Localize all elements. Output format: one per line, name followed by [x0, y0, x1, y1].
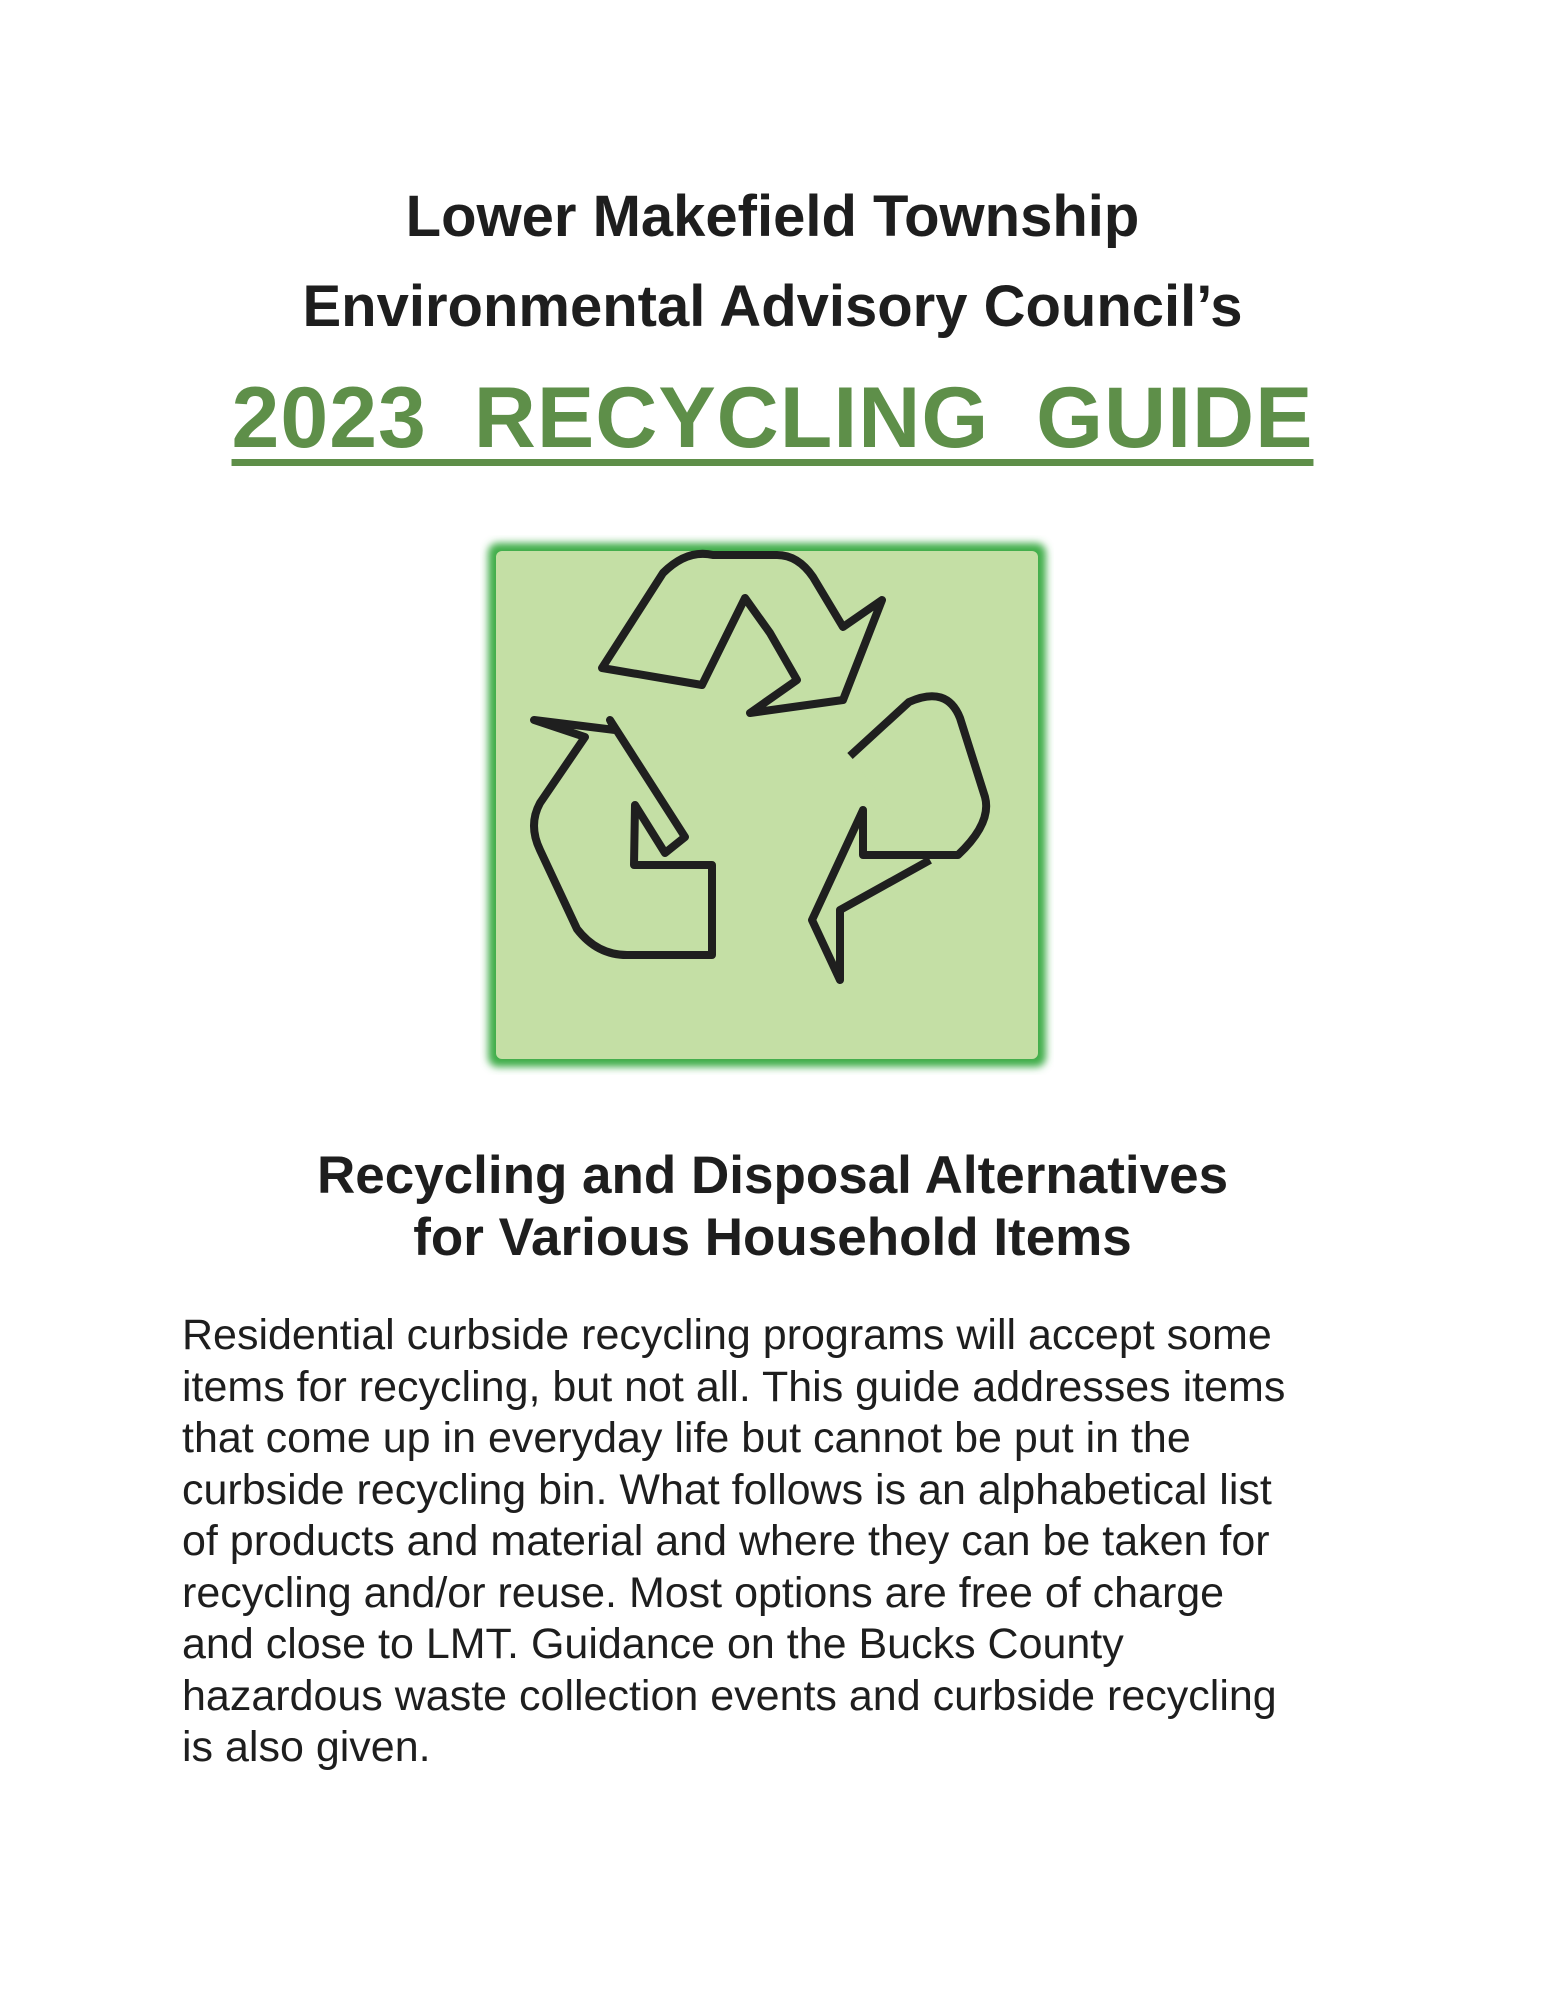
- intro-line: that come up in everyday life but cannot be put in the: [182, 1414, 1191, 1462]
- guide-title: [0, 368, 1545, 468]
- organization-title: Lower Makefield Township: [405, 184, 1140, 249]
- guide-title-text: 2023 RECYCLING GUIDE: [231, 370, 1314, 466]
- intro-line: Residential curbside recycling programs will accept some: [182, 1311, 1272, 1359]
- intro-line: curbside recycling bin. What follows is an alphabetical list: [182, 1465, 1272, 1514]
- subtitle-line-2: for Various Household Items: [413, 1208, 1132, 1267]
- council-title: Environmental Advisory Council’s: [302, 274, 1243, 339]
- intro-line: of products and material and where they can be taken for: [182, 1517, 1270, 1565]
- intro-line: hazardous waste collection events and curbside recycling: [182, 1671, 1277, 1720]
- subtitle: [0, 1145, 1545, 1269]
- intro-line: is also given.: [182, 1723, 431, 1771]
- recycle-logo: [480, 535, 1054, 1075]
- intro-line: and close to LMT. Guidance on the Bucks County: [182, 1620, 1124, 1668]
- subtitle-line-1: Recycling and Disposal Alternatives: [316, 1146, 1229, 1205]
- intro-line: items for recycling, but not all. This guide addresses items: [182, 1362, 1286, 1411]
- intro-paragraph: [182, 1310, 1372, 1774]
- intro-line: recycling and/or reuse. Most options are free of charge: [182, 1568, 1225, 1617]
- recycle-icon: [480, 535, 1054, 1075]
